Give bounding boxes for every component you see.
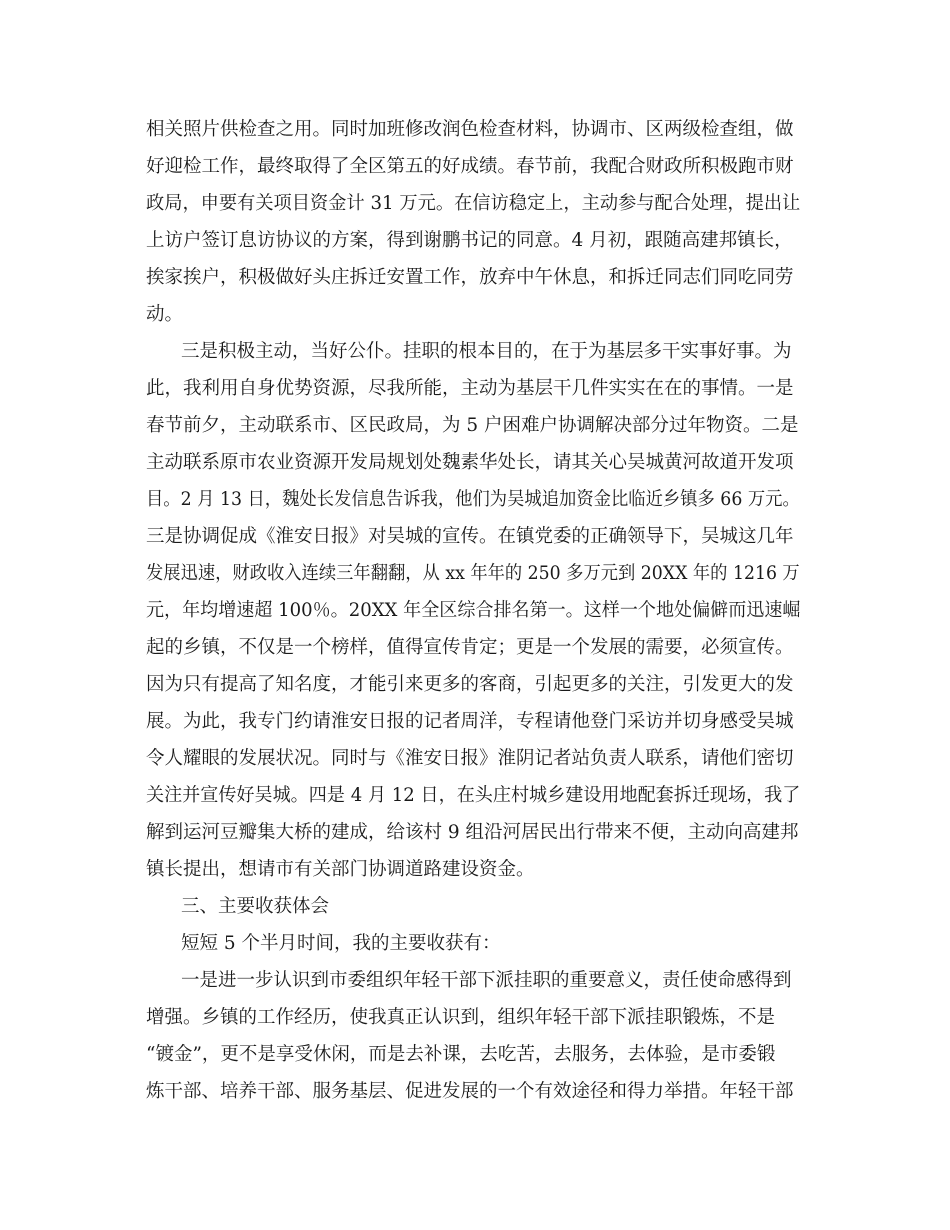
text-line: 镇长提出，想请市有关部门协调道路建设资金。 <box>146 859 535 880</box>
text-line: 发展迅速，财政收入连续三年翻翻，从 xx 年年的 250 多万元到 20XX 年的 1216 万 <box>146 563 800 584</box>
paragraph-first-line: 一是进一步认识到市委组织年轻干部下派挂职的重要意义，责任使命感得到 <box>181 970 792 991</box>
text-line: 目。2 月 13 日，魏处长发信息告诉我，他们为吴城追加资金比临近乡镇多 66 万元。 <box>146 489 800 510</box>
text-line: 好迎检工作，最终取得了全区第五的好成绩。春节前，我配合财政所积极跑市财 <box>146 156 794 177</box>
text-line: 因为只有提高了知名度，才能引来更多的客商，引起更多的关注，引发更大的发 <box>146 674 794 695</box>
text-line: 春节前夕，主动联系市、区民政局，为 5 户困难户协调解决部分过年物资。二是 <box>146 415 799 436</box>
text-line: 展。为此，我专门约请淮安日报的记者周洋，专程请他登门采访并切身感受吴城 <box>146 711 794 732</box>
text-line: 相关照片供检查之用。同时加班修改润色检查材料，协调市、区两级检查组，做 <box>146 119 794 140</box>
text-line: 令人耀眼的发展状况。同时与《淮安日报》淮阴记者站负责人联系，请他们密切 <box>146 748 794 769</box>
text-line: 政局，申要有关项目资金计 31 万元。在信访稳定上，主动参与配合处理，提出让 <box>146 193 801 214</box>
text-line: 起的乡镇，不仅是一个榜样，值得宣传肯定；更是一个发展的需要，必须宣传。 <box>146 637 794 658</box>
paragraph-first-line: 三是积极主动，当好公仆。挂职的根本目的，在于为基层多干实事好事。为 <box>181 341 792 362</box>
text-line: 此，我利用自身优势资源，尽我所能，主动为基层干几件实实在在的事情。一是 <box>146 378 794 399</box>
text-line: 挨家挨户，积极做好头庄拆迁安置工作，放弃中午休息，和拆迁同志们同吃同劳 <box>146 267 794 288</box>
text-line: 动。 <box>146 304 184 325</box>
text-line: 解到运河豆瓣集大桥的建成，给该村 9 组沿河居民出行带来不便，主动向高建邦 <box>146 822 799 843</box>
section-heading: 三、主要收获体会 <box>181 896 330 917</box>
text-line: “镀金”，更不是享受休闲，而是去补课，去吃苦，去服务，去体验，是市委锻 <box>146 1044 776 1065</box>
text-line: 增强。乡镇的工作经历，使我真正认识到，组织年轻干部下派挂职锻炼，不是 <box>146 1007 776 1028</box>
text-line: 炼干部、培养干部、服务基层、促进发展的一个有效途径和得力举措。年轻干部 <box>146 1081 794 1102</box>
text-line: 关注并宣传好吴城。四是 4 月 12 日，在头庄村城乡建设用地配套拆迁现场，我了 <box>146 785 801 806</box>
text-line: 元，年均增速超 100％。20XX 年全区综合排名第一。这样一个地处偏僻而迅速崛 <box>146 600 801 621</box>
text-line: 主动联系原市农业资源开发局规划处魏素华处长，请其关心吴城黄河故道开发项 <box>146 452 794 473</box>
text-line: 上访户签订息访协议的方案，得到谢鹏书记的同意。4 月初，跟随高建邦镇长， <box>146 230 793 251</box>
text-line: 三是协调促成《淮安日报》对吴城的宣传。在镇党委的正确领导下，吴城这几年 <box>146 526 794 547</box>
paragraph-first-line: 短短 5 个半月时间，我的主要收获有： <box>181 933 501 954</box>
